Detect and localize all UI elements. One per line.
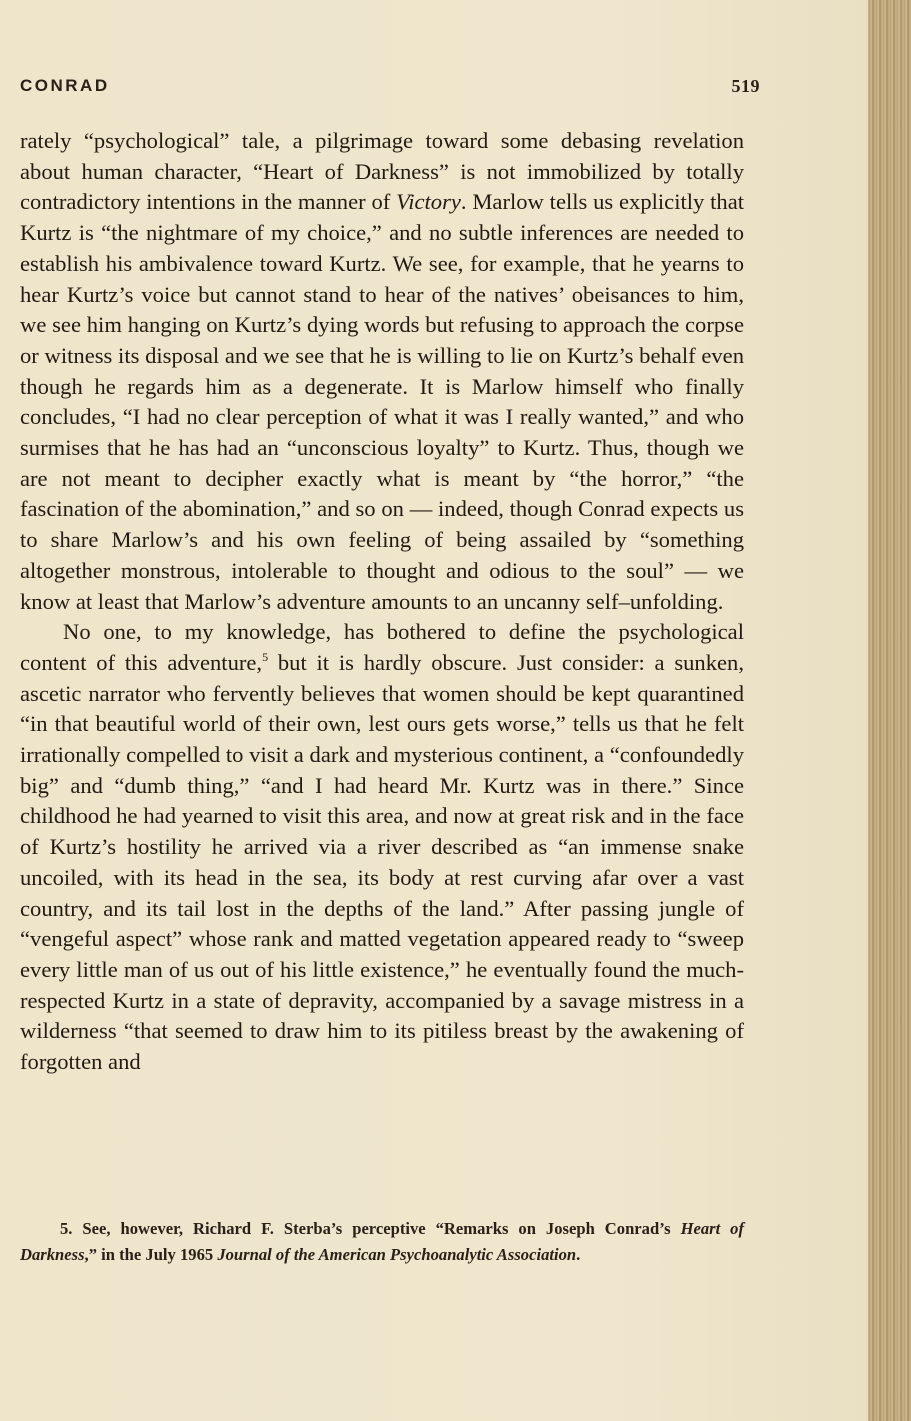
paragraph-1-text-b: . Marlow tells us explicitly that Kurtz is “the nightmare of my choice,” and no subtle inferences are needed to establish his ambivalence toward Kurtz. We see, for example, that he yearns to hear Kurtz’s voice but cannot stand to hear of the natives’ obeisances to him, we see him hanging on Kurtz’s dying words but refusing to approach the corpse or witness its disposal and we see that he is willing to lie on Kurtz’s behalf even though he regards him as a degenerate. It is Marlow himself who finally concludes, “I had no clear perception of what it was I really wanted,” and who surmises that he has had an “unconscious loyalty” to Kurtz. Thus, though we are not meant to decipher exactly what is meant by “the horror,” “the fascination of the abomination,” and so on — indeed, though Conrad expects us to share Marlow’s and his own feeling of being assailed by “something altogether monstrous, intolerable to thought and odious to the soul” — we know at least that Marlow’s adventure amounts to an uncanny self–unfolding. [20, 189, 745, 614]
footnote-title-heart-of-darkness: Heart of Darkness [20, 1219, 745, 1264]
footnote-text-c: . [576, 1245, 581, 1264]
paragraph-2-text-a: No one, to my knowledge, has bothered to define the psychological content of this adventure, [20, 619, 744, 675]
footnote-reference: 5 [262, 649, 269, 664]
page-number: 519 [731, 76, 760, 96]
footnote-text-a: 5. See, however, Richard F. Sterba’s perceptive “Remarks on Joseph Conrad’s [60, 1219, 681, 1238]
footnote-journal-title: Journal of the American Psychoanalytic Association [217, 1245, 577, 1264]
paragraph-2-text-b: but it is hardly obscure. Just consider: a sunken, ascetic narrator who fervently believes that women should be kept quarantined “in that beautiful world of their own, lest ours gets worse,” tells us that he felt irrationally compelled to visit a dark and mysterious continent, a “confoundedly big” and “dumb thing,” “and I had heard Mr. Kurtz was in there.” Since childhood he had yearned to visit this area, and now at great risk and in the face of Kurtz’s hostility he arrived via a river described as “an immense snake uncoiled, with its head in the sea, its body at rest curving afar over a vast country, and its tail lost in the depths of the land.” After passing jungle of “vengeful aspect” whose rank and matted vegetation appeared ready to “sweep every little man of us out of his little existence,” he eventually found the much-respected Kurtz in a state of depravity, accompanied by a savage mistress in a wilderness “that seemed to draw him to its pitiless breast by the awakening of forgotten and [20, 649, 744, 1075]
footnote-text-b: ,” in the July 1965 [84, 1245, 218, 1264]
footnote [20, 1216, 744, 1268]
paragraph-2 [20, 617, 744, 1078]
body-text [20, 126, 744, 1078]
page-edges [868, 0, 911, 1421]
book-title-victory: Victory [396, 189, 461, 215]
running-head [20, 76, 760, 100]
paragraph-1-text-a: rately “psychological” tale, a pilgrimage toward some debasing revelation about human character, “Heart of Darkness” is not immobilized by totally contradictory intentions in the manner of [20, 128, 744, 215]
running-head-title: CONRAD [20, 76, 110, 95]
paragraph-1 [20, 126, 744, 617]
